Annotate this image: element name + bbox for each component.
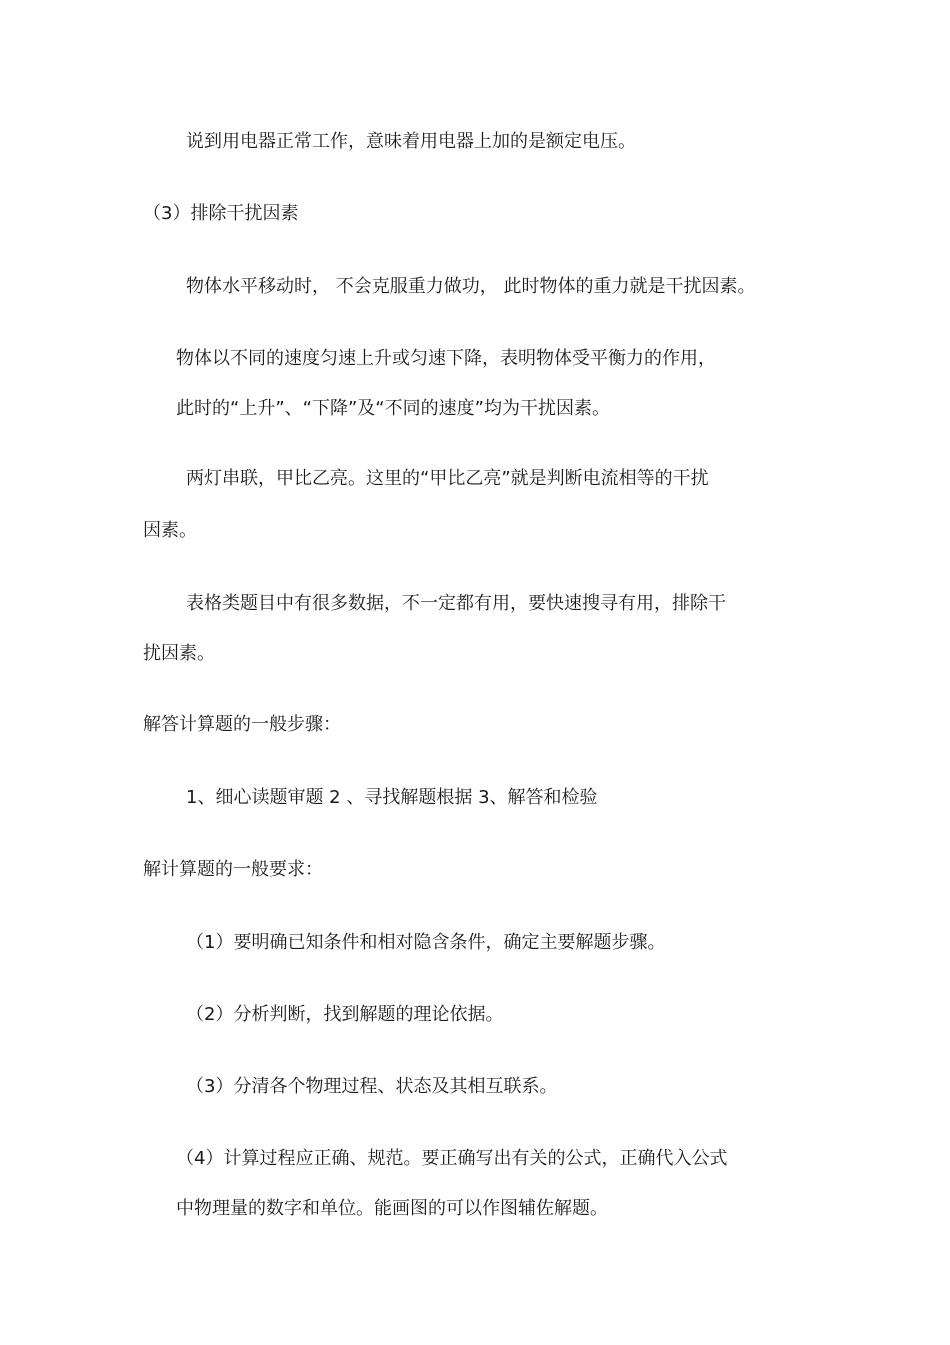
heading-general-requirements: 解计算题的一般要求：: [143, 859, 323, 880]
requirement-4-line-2: 中物理量的数字和单位。能画图的可以作图辅佐解题。: [176, 1198, 608, 1219]
steps-list: 1、细心读题审题 2 、寻找解题根据 3、解答和检验: [186, 787, 598, 808]
heading-general-steps: 解答计算题的一般步骤：: [143, 714, 341, 735]
text-line-4: 物体以不同的速度匀速上升或匀速下降，表明物体受平衡力的作用，: [176, 348, 716, 369]
text-line-1: 说到用电器正常工作，意味着用电器上加的是额定电压。: [186, 131, 636, 152]
requirement-4-line-1: （4）计算过程应正确、规范。要正确写出有关的公式，正确代入公式: [176, 1148, 728, 1169]
text-line-8: 表格类题目中有很多数据，不一定都有用，要快速搜寻有用，排除干: [186, 593, 726, 614]
requirement-2: （2）分析判断，找到解题的理论依据。: [186, 1004, 504, 1025]
requirement-1: （1）要明确已知条件和相对隐含条件，确定主要解题步骤。: [186, 932, 666, 953]
text-line-6: 两灯串联，甲比乙亮。这里的“甲比乙亮”就是判断电流相等的干扰: [186, 468, 709, 489]
text-line-9: 扰因素。: [143, 643, 215, 664]
text-line-3: 物体水平移动时， 不会克服重力做功， 此时物体的重力就是干扰因素。: [186, 276, 756, 297]
section-heading-3: （3）排除干扰因素: [143, 203, 299, 224]
text-line-7: 因素。: [143, 520, 197, 541]
requirement-3: （3）分清各个物理过程、状态及其相互联系。: [186, 1076, 558, 1097]
text-line-5: 此时的“上升”、“下降”及“不同的速度”均为干扰因素。: [176, 398, 610, 419]
